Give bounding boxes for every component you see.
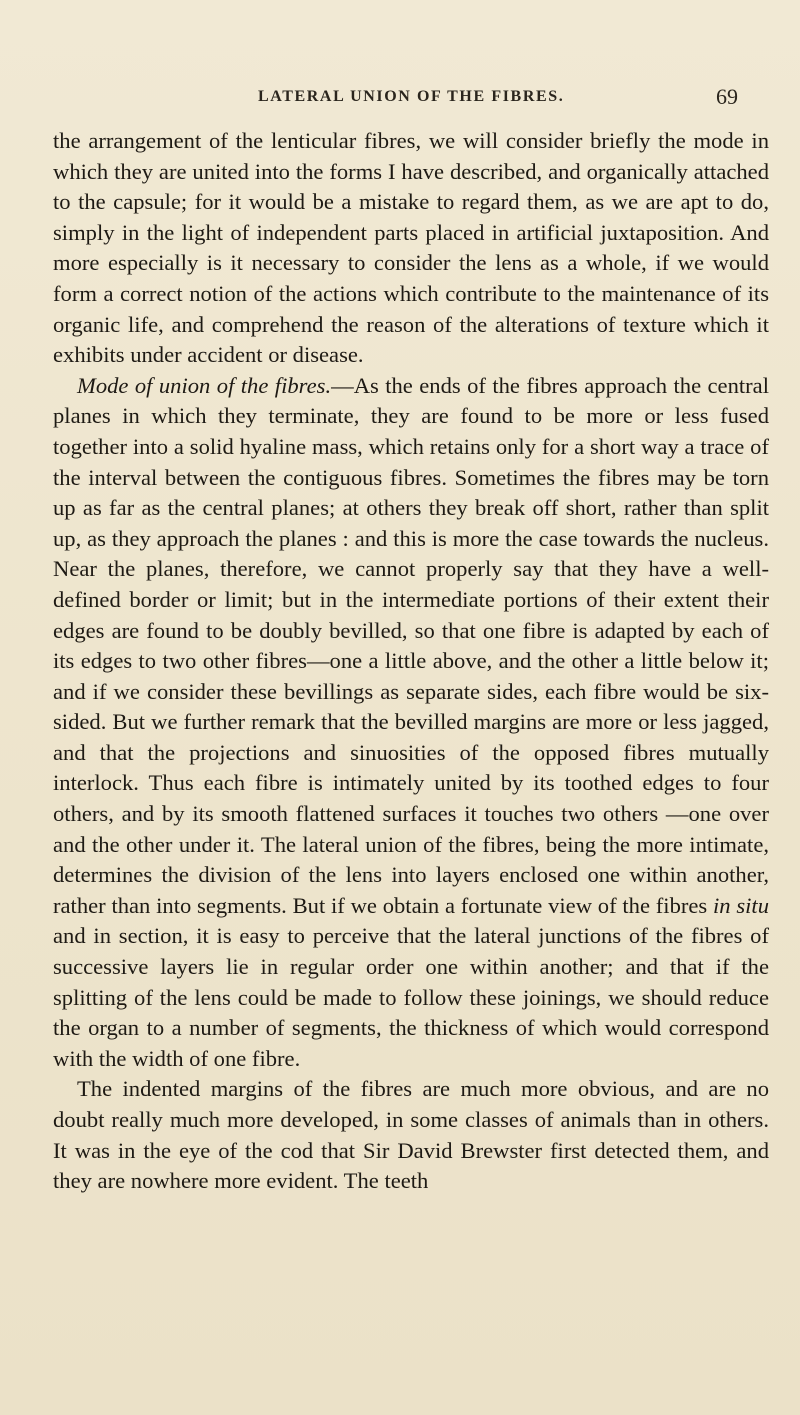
paragraph-continuation: the arrangement of the lenticular fibres, we will consider briefly the mode in which they are united into the forms I have described, and organically attached to the capsule; for it would be a mistake to regard them, as we are apt to do, simply in the light of independent parts placed in artificial juxtaposition. And more especially is it necessary to consider the lens as a whole, if we would form a correct notion of the actions which contribute to the maintenance of its organic life, and comprehend the reason of the alterations of texture which it exhibits under accident or disease. [53, 128, 769, 368]
running-title: LATERAL UNION OF THE FIBRES. [258, 88, 565, 105]
latin-phrase: in situ [713, 892, 769, 918]
body-text [53, 126, 769, 1197]
page-number: 69 [716, 84, 738, 109]
paragraph-indented-margins: The indented margins of the fibres are much more obvious, and are no doubt really much more developed, in some classes of animals than in others. It was in the eye of the cod that Sir David Brewster first detected them, and they are nowhere more evident. The teeth [53, 1076, 769, 1194]
paragraph-text-b: and in section, it is easy to perceive that the lateral junctions of the fibres of successive layers lie in regular order one within another; and that if the splitting of the lens could be made to follow these joinings, we should reduce the organ to a number of segments, the thickness of which would correspond with the width of one fibre. [53, 923, 769, 1071]
paragraph-text-a: —As the ends of the fibres approach the central planes in which they terminate, they are found to be more or less fused together into a solid hyaline mass, which retains only for a short way a trace of the interval between the contiguous fibres. Sometimes the fibres may be torn up as far as the central planes; at others they break off short, rather than split up, as they approach the planes : and this is more the case towards the nucleus. Near the planes, therefore, we cannot properly say that they have a well-defined border or limit; but in the intermediate portions of their extent their edges are found to be doubly bevilled, so that one fibre is adapted by each of its edges to two other fibres—one a little above, and the other a little below it; and if we consider these bevillings as separate sides, each fibre would be six-sided. But we further remark that the bevilled margins are more or less jagged, and that the projections and sinuosities of the opposed fibres mutually interlock. Thus each fibre is intimately united by its toothed edges to four others, and by its smooth flattened surfaces it touches two others —one over and the other under it. The lateral union of the fibres, being the more intimate, determines the division of the lens into layers enclosed one within another, rather than into segments. But if we obtain a fortunate view of the fibres [53, 372, 769, 918]
paragraph-mode-of-union [53, 371, 769, 1075]
section-title: Mode of union of the fibres. [77, 372, 332, 398]
